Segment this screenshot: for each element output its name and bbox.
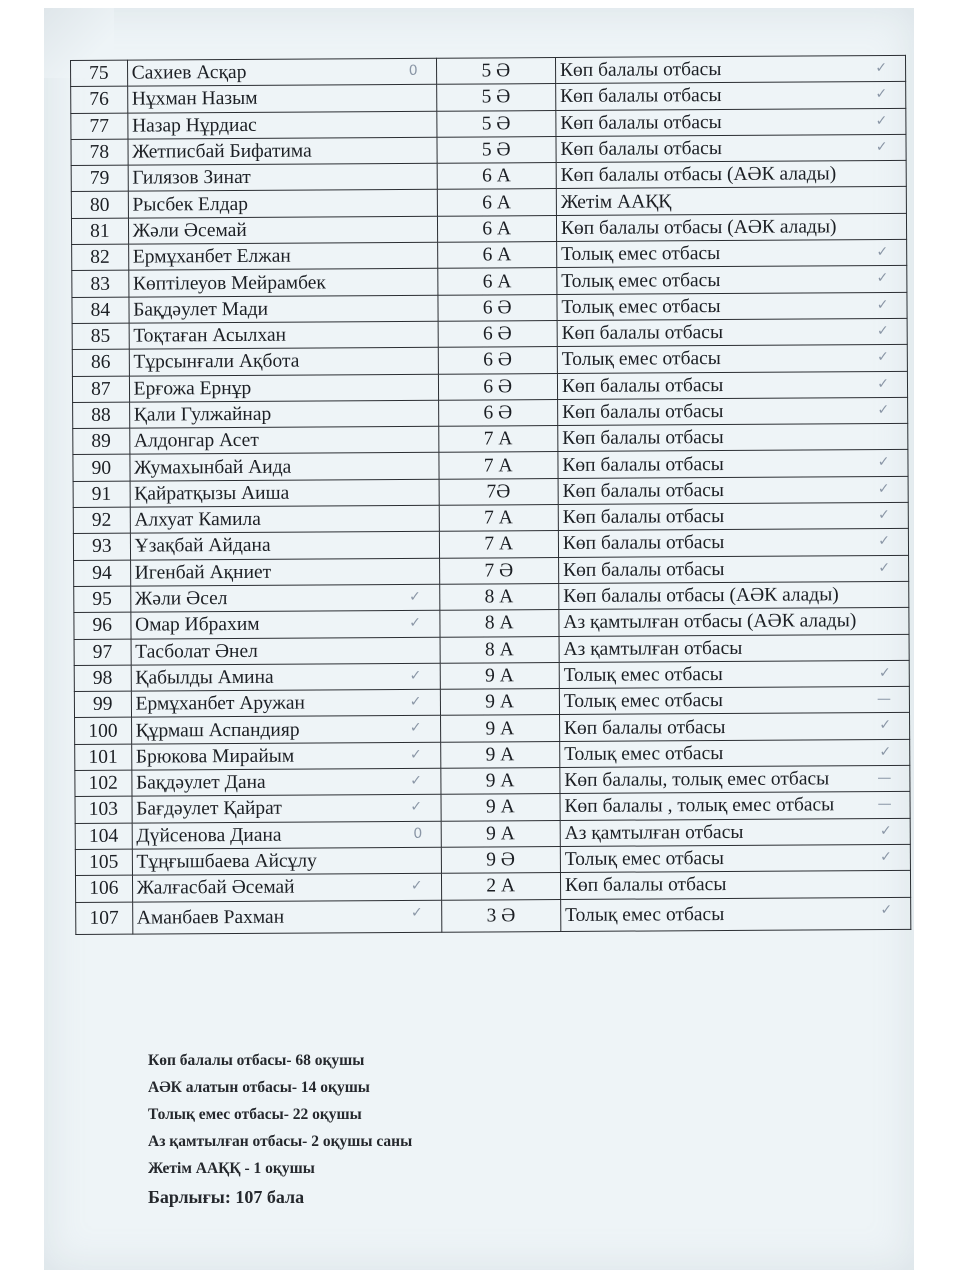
family-status: Жетім ААҚҚ	[556, 187, 906, 215]
name-handwritten-mark: 0	[413, 825, 423, 842]
name-handwritten-mark: ✓	[409, 693, 422, 711]
summary-social-aid: АӘК алатын отбасы- 14 оқушы	[148, 1079, 370, 1096]
row-number: 106	[75, 875, 132, 902]
student-name: Ермұханбет Елжан	[128, 242, 437, 270]
student-name: Қайратқызы Аиша	[130, 479, 439, 507]
family-status: Көп балалы отбасы (АӘК алады)	[559, 581, 909, 609]
summary-orphans: Жетім ААҚҚ - 1 оқушы	[148, 1160, 315, 1177]
family-status: Көп балалы отбасы ✓	[556, 108, 906, 136]
family-status: Көп балалы отбасы ✓	[557, 397, 907, 425]
family-status: Толық емес отбасы ✓	[557, 345, 907, 373]
status-handwritten-mark: ✓	[876, 244, 889, 261]
status-handwritten-mark: ✓	[875, 138, 888, 155]
class-grade: 8 А	[439, 610, 559, 637]
student-name: Дүйсенова Диана 0	[132, 821, 441, 849]
student-name: Назар Нұрдиас	[127, 111, 436, 139]
class-grade: 9 А	[441, 794, 561, 821]
student-name: Аманбаев Рахман ✓	[132, 900, 441, 934]
student-name: Жетписбай Бифатима	[128, 137, 437, 165]
row-number: 107	[76, 902, 133, 934]
class-grade: 6 Ә	[438, 320, 558, 347]
summary-large-families: Көп балалы отбасы- 68 оқушы	[148, 1052, 365, 1069]
name-handwritten-mark: ✓	[409, 588, 421, 605]
summary-block	[148, 1052, 412, 1217]
class-grade: 7 А	[438, 426, 558, 453]
status-handwritten-mark: ✓	[877, 401, 890, 418]
name-handwritten-mark: ✓	[409, 615, 422, 632]
family-status: Толық емес отбасы ✓	[559, 660, 909, 688]
name-handwritten-mark: ✓	[410, 799, 423, 816]
row-number: 82	[72, 244, 129, 271]
class-grade: 5 Ә	[436, 136, 556, 163]
roster-body	[71, 55, 911, 934]
family-status: Көп балалы отбасы (АӘК алады)	[556, 161, 906, 189]
class-grade: 6 Ә	[438, 399, 558, 426]
name-handwritten-mark: ✓	[409, 746, 422, 763]
student-name: Қабылды Амина ✓	[131, 663, 440, 691]
row-number: 93	[73, 533, 130, 560]
family-status: Көп балалы отбасы	[560, 871, 910, 899]
status-handwritten-mark: ✓	[879, 743, 892, 760]
class-grade: 6 А	[437, 242, 557, 269]
row-number: 86	[72, 349, 129, 376]
class-grade: 9 А	[440, 689, 560, 716]
student-name: Гилязов Зинат	[128, 163, 437, 191]
status-handwritten-mark: ✓	[877, 454, 890, 471]
row-number: 77	[71, 113, 128, 140]
class-grade: 2 А	[441, 873, 561, 900]
class-grade: 9 Ә	[441, 846, 561, 873]
class-grade: 6 А	[437, 215, 557, 242]
class-grade: 7 А	[439, 505, 559, 532]
family-status: Көп балалы отбасы ✓	[557, 318, 907, 346]
row-number: 90	[73, 455, 130, 482]
family-status: Көп балалы отбасы ✓	[558, 555, 908, 583]
student-name: Тұңғышбаева Айсұлу	[132, 847, 441, 875]
family-status: Аз қамтылған отбасы (АӘК алады)	[559, 608, 909, 636]
student-name: Қали Гулжайнар	[129, 400, 438, 428]
student-name: Тасболат Әнел	[131, 637, 440, 665]
row-number: 80	[71, 192, 128, 219]
row-number: 79	[71, 165, 128, 192]
status-handwritten-mark: —	[876, 691, 891, 708]
status-handwritten-mark: ✓	[878, 533, 891, 550]
student-name: Омар Ибрахим ✓	[131, 610, 440, 638]
name-handwritten-mark: ✓	[410, 878, 423, 895]
row-number: 88	[73, 402, 130, 429]
class-grade: 8 А	[440, 636, 560, 663]
family-status: Толық емес отбасы ✓	[560, 739, 910, 767]
class-grade: 6 Ә	[438, 347, 558, 374]
row-number: 84	[72, 297, 129, 324]
student-name: Тоқтаған Асылхан	[129, 321, 438, 349]
row-number: 97	[74, 639, 131, 666]
summary-low-income: Аз қамтылған отбасы- 2 оқушы саны	[148, 1133, 413, 1150]
family-status: Көп балалы, толық емес отбасы —	[560, 765, 910, 793]
family-status: Толық емес отбасы ✓	[557, 239, 907, 267]
student-name: Ермұханбет Аружан ✓	[131, 689, 440, 717]
row-number: 78	[71, 139, 128, 166]
status-handwritten-mark: ✓	[878, 559, 891, 576]
family-status: Көп балалы отбасы ✓	[557, 371, 907, 399]
class-grade: 6 Ә	[438, 373, 558, 400]
class-grade: 7 Ә	[439, 557, 559, 584]
family-status: Толық емес отбасы —	[559, 687, 909, 715]
row-number: 76	[71, 86, 128, 113]
student-name: Құрмаш Аспандияр ✓	[131, 716, 440, 744]
row-number: 83	[72, 271, 129, 298]
family-status: Аз қамтылған отбасы	[559, 634, 909, 662]
class-grade: 6 А	[437, 268, 557, 295]
status-handwritten-mark: ✓	[876, 296, 889, 313]
student-name: Бағдәулет Қайрат ✓	[132, 795, 441, 823]
row-number: 101	[75, 744, 132, 771]
name-handwritten-mark: ✓	[410, 772, 422, 789]
student-roster-table	[70, 55, 911, 935]
family-status: Көп балалы отбасы ✓	[556, 134, 906, 162]
class-grade: 6 А	[437, 163, 557, 190]
status-handwritten-mark: ✓	[879, 717, 892, 734]
row-number: 85	[72, 323, 129, 350]
status-handwritten-mark: —	[877, 770, 892, 787]
row-number: 91	[73, 481, 130, 508]
row-number: 105	[75, 849, 132, 876]
student-name: Жәли Әсел ✓	[130, 584, 439, 612]
status-handwritten-mark: ✓	[875, 86, 888, 103]
student-name: Алдонгар Асет	[129, 426, 438, 454]
row-number: 87	[72, 376, 129, 403]
class-grade: 9 А	[440, 662, 560, 689]
class-grade: 7 А	[439, 531, 559, 558]
name-handwritten-mark: ✓	[410, 904, 423, 921]
student-name: Бақдәулет Дана ✓	[131, 768, 440, 796]
student-name: Бақдәулет Мади	[129, 295, 438, 323]
status-handwritten-mark: —	[877, 796, 892, 813]
class-grade: 6 А	[437, 189, 557, 216]
table-row	[76, 897, 911, 934]
student-name: Жәли Әсемай	[128, 216, 437, 244]
family-status: Толық емес отбасы ✓	[560, 844, 910, 872]
status-handwritten-mark: ✓	[880, 848, 892, 865]
class-grade: 7Ә	[439, 478, 559, 505]
status-handwritten-mark: ✓	[879, 822, 892, 839]
student-name: Брюкова Мирайым ✓	[131, 742, 440, 770]
summary-incomplete-families: Толық емес отбасы- 22 оқушы	[148, 1106, 362, 1123]
status-handwritten-mark: ✓	[876, 322, 889, 340]
name-handwritten-mark: ✓	[409, 720, 422, 737]
student-name: Сахиев Асқар 0	[127, 58, 436, 86]
status-handwritten-mark: ✓	[877, 375, 890, 392]
student-name: Тұрсынғали Ақбота	[129, 348, 438, 376]
class-grade: 9 А	[440, 715, 560, 742]
student-name: Жумахынбай Аида	[130, 453, 439, 481]
status-handwritten-mark: ✓	[876, 270, 889, 287]
family-status: Көп балалы отбасы (АӘК алады)	[556, 213, 906, 241]
student-name: Игенбай Ақниет	[130, 558, 439, 586]
status-handwritten-mark: ✓	[880, 901, 893, 918]
class-grade: 5 Ә	[436, 58, 556, 85]
family-status: Толық емес отбасы ✓	[561, 897, 911, 931]
student-name: Ұзақбай Айдана	[130, 532, 439, 560]
status-handwritten-mark: ✓	[877, 349, 889, 366]
name-handwritten-mark: ✓	[409, 667, 422, 684]
class-grade: 9 А	[440, 768, 560, 795]
row-number: 100	[75, 718, 132, 745]
family-status: Көп балалы отбасы ✓	[558, 529, 908, 557]
status-handwritten-mark: ✓	[875, 112, 888, 129]
row-number: 102	[75, 770, 132, 797]
family-status: Көп балалы отбасы ✓	[556, 82, 906, 110]
family-status: Толық емес отбасы ✓	[557, 266, 907, 294]
family-status: Көп балалы отбасы ✓	[558, 476, 908, 504]
student-name: Нұхман Назым	[127, 85, 436, 113]
row-number: 96	[74, 612, 131, 639]
class-grade: 3 Ә	[441, 899, 561, 932]
row-number: 98	[74, 665, 131, 692]
row-number: 92	[73, 507, 130, 534]
status-handwritten-mark: ✓	[875, 60, 888, 77]
student-name: Ерғожа Ернұр	[129, 374, 438, 402]
row-number: 104	[75, 823, 132, 850]
row-number: 103	[75, 796, 132, 823]
class-grade: 9 А	[440, 741, 560, 768]
student-name: Рысбек Елдар	[128, 190, 437, 218]
row-number: 75	[71, 60, 128, 87]
class-grade: 9 А	[441, 820, 561, 847]
class-grade: 5 Ә	[436, 84, 556, 111]
status-handwritten-mark: ✓	[878, 507, 890, 524]
row-number: 95	[74, 586, 131, 613]
row-number: 99	[74, 691, 131, 718]
row-number: 89	[73, 428, 130, 455]
class-grade: 8 А	[439, 583, 559, 610]
summary-total: Барлығы: 107 бала	[148, 1187, 305, 1207]
family-status: Көп балалы отбасы	[558, 424, 908, 452]
status-handwritten-mark: ✓	[877, 480, 890, 497]
name-handwritten-mark: 0	[408, 62, 418, 79]
family-status: Көп балалы отбасы ✓	[559, 713, 909, 741]
status-handwritten-mark: ✓	[878, 664, 891, 681]
family-status: Көп балалы отбасы ✓	[558, 450, 908, 478]
student-name: Жалғасбай Әсемай ✓	[132, 873, 441, 901]
family-status: Көп балалы , толық емес отбасы —	[560, 792, 910, 820]
student-name: Алхуат Камила	[130, 505, 439, 533]
row-number: 81	[71, 218, 128, 245]
family-status: Көп балалы отбасы ✓	[558, 502, 908, 530]
class-grade: 7 А	[438, 452, 558, 479]
family-status: Толық емес отбасы ✓	[557, 292, 907, 320]
class-grade: 5 Ә	[436, 110, 556, 137]
family-status: Аз қамтылған отбасы ✓	[560, 818, 910, 846]
student-name: Көптілеуов Мейрамбек	[128, 269, 437, 297]
class-grade: 6 Ә	[437, 294, 557, 321]
family-status: Көп балалы отбасы ✓	[555, 55, 905, 83]
row-number: 94	[74, 560, 131, 587]
